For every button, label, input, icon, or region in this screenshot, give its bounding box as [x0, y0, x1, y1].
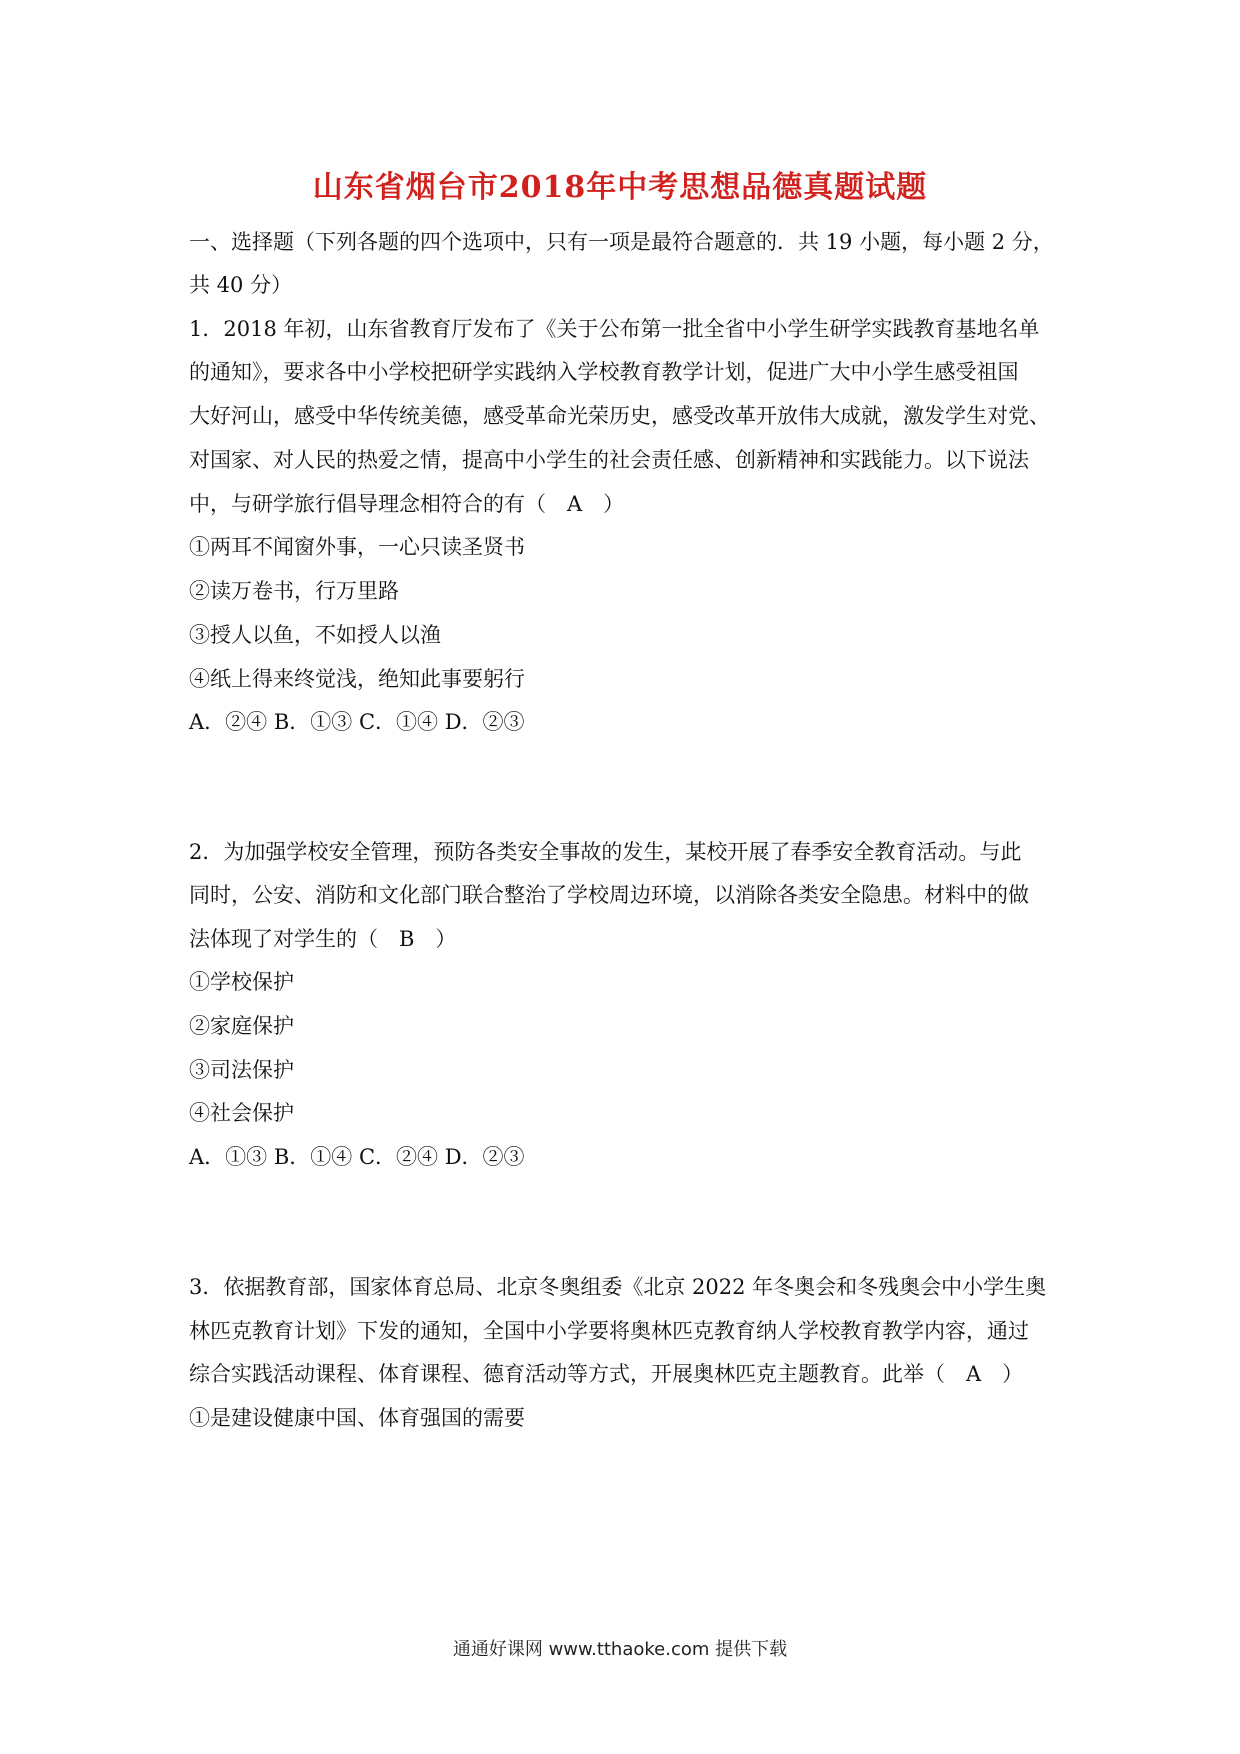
- question-3-stem-line: 林匹克教育计划》下发的通知，全国中小学要将奥林匹克教育纳人学校教育教学内容，通过: [189, 1319, 1029, 1343]
- question-2-stem-line: 法体现了对学生的（ B ）: [189, 927, 457, 951]
- page-footer: 通通好课网 www.tthaoke.com 提供下载: [452, 1639, 788, 1660]
- question-1-stem-line: 1．2018 年初，山东省教育厅发布了《关于公布第一批全省中小学生研学实践教育基地名单: [189, 317, 1040, 341]
- question-1-stem-line: 对国家、对人民的热爱之情，提高中小学生的社会责任感、创新精神和实践能力。以下说法: [189, 448, 1029, 472]
- section-heading-line-2: 共 40 分）: [189, 273, 293, 297]
- question-1-stem-line: 的通知》，要求各中小学校把研学实践纳入学校教育教学计划，促进广大中小学生感受祖国: [189, 360, 1019, 384]
- question-1-option: ②读万卷书，行万里路: [189, 579, 399, 603]
- question-1-option: ①两耳不闻窗外事，一心只读圣贤书: [189, 535, 525, 559]
- question-2-option: ②家庭保护: [189, 1014, 294, 1038]
- question-2-choices: A．①③ B．①④ C．②④ D．②③: [189, 1145, 525, 1169]
- question-1-choices: A．②④ B．①③ C．①④ D．②③: [189, 710, 525, 734]
- section-heading-line-1: 一、选择题（下列各题的四个选项中，只有一项是最符合题意的．共 19 小题，每小题 2 分，: [189, 230, 1054, 254]
- question-2-stem-line: 同时，公安、消防和文化部门联合整治了学校周边环境，以消除各类安全隐患。材料中的做: [189, 883, 1029, 907]
- question-1-option: ③授人以鱼，不如授人以渔: [189, 623, 441, 647]
- question-2-stem-line: 2．为加强学校安全管理，预防各类安全事故的发生，某校开展了春季安全教育活动。与此: [189, 840, 1022, 864]
- question-2-option: ③司法保护: [189, 1058, 294, 1082]
- question-1-stem-line: 大好河山，感受中华传统美德，感受革命光荣历史，感受改革开放伟大成就，激发学生对党、: [189, 404, 1050, 428]
- question-3-stem-line: 综合实践活动课程、体育课程、德育活动等方式，开展奥林匹克主题教育。此举（ A ）: [189, 1362, 1024, 1386]
- page-title: 山东省烟台市2018年中考思想品德真题试题: [312, 170, 928, 205]
- question-1-option: ④纸上得来终觉浅，绝知此事要躬行: [189, 667, 525, 691]
- question-1-stem-line: 中，与研学旅行倡导理念相符合的有（ A ）: [189, 492, 625, 516]
- question-3-stem-line: 3．依据教育部，国家体育总局、北京冬奥组委《北京 2022 年冬奥会和冬残奥会中小学生奥: [189, 1275, 1047, 1299]
- question-2-option: ①学校保护: [189, 970, 294, 994]
- question-3-option: ①是建设健康中国、体育强国的需要: [189, 1406, 525, 1430]
- question-2-option: ④社会保护: [189, 1101, 294, 1125]
